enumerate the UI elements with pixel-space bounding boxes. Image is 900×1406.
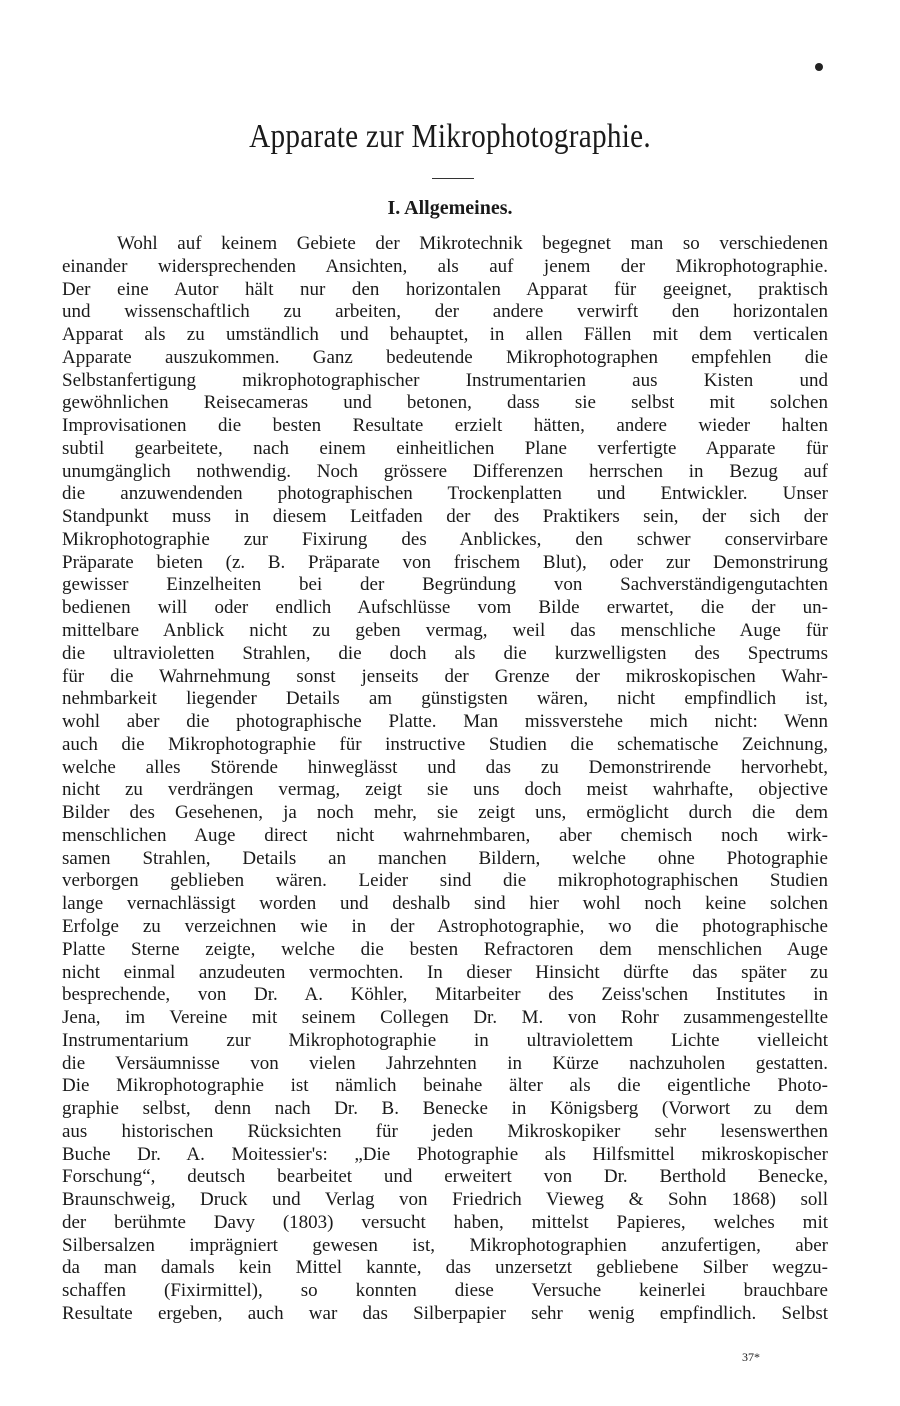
text-line: Wohl auf keinem Gebiete der Mikrotechnik begegnet man so verschiedenen — [117, 233, 828, 254]
text-line: samen Strahlen, Details an manchen Bildern, welche ohne Photographie — [62, 847, 828, 869]
text-line: mittelbare Anblick nicht zu geben vermag, weil das menschliche Auge für — [62, 620, 828, 642]
text-line: nehmbarkeit liegender Details am günstigsten wären, nicht empfindlich ist, — [62, 688, 828, 710]
text-line: Buche Dr. A. Moitessier's: „Die Photographie als Hilfsmittel mikroskopischer — [62, 1143, 828, 1165]
text-line: Instrumentarium zur Mikrophotographie in ultraviolettem Lichte vielleicht — [62, 1029, 828, 1051]
text-line: wohl aber die photographische Platte. Man missverstehe mich nicht: Wenn — [62, 711, 828, 733]
text-line: verborgen geblieben wären. Leider sind die mikrophotographischen Studien — [62, 870, 828, 892]
text-line: welche alles Störende hinweglässt und das zu Demonstrirende hervorhebt, — [62, 756, 828, 778]
signature-mark: 37* — [742, 1350, 760, 1364]
text-line: Der eine Autor hält nur den horizontalen Apparat für geeignet, praktisch — [62, 278, 828, 300]
text-line: die Versäumnisse von vielen Jahrzehnten in Kürze nachzuholen gestatten. — [62, 1052, 828, 1074]
ink-spot — [815, 63, 823, 71]
text-line: Standpunkt muss in diesem Leitfaden der des Praktikers sein, der sich der — [62, 506, 828, 528]
text-line: Apparate auszukommen. Ganz bedeutende Mikrophotographen empfehlen die — [62, 346, 828, 368]
text-line: einander widersprechenden Ansichten, als auf jenem der Mikrophotographie. — [62, 255, 828, 277]
text-line: nicht zu verdrängen vermag, zeigt sie uns doch meist wahrhafte, objective — [62, 779, 828, 801]
text-line: Platte Sterne zeigte, welche die besten Refractoren dem menschlichen Auge — [62, 938, 828, 960]
text-line: die anzuwendenden photographischen Trockenplatten und Entwickler. Unser — [62, 483, 828, 505]
text-line: der berühmte Davy (1803) versucht haben, mittelst Papieres, welches mit — [62, 1211, 828, 1233]
text-line: die ultravioletten Strahlen, die doch als die kurzwelligsten des Spectrums — [62, 642, 828, 664]
title-divider — [432, 178, 474, 179]
text-line: subtil gearbeitete, nach einem einheitlichen Plane verfertigte Apparate für — [62, 437, 828, 459]
text-line: Erfolge zu verzeichnen wie in der Astrophotographie, wo die photographische — [62, 915, 828, 937]
page-title: Apparate zur Mikrophotographie. — [249, 118, 651, 155]
text-line: Selbstanfertigung mikrophotographischer Instrumentarien aus Kisten und — [62, 369, 828, 391]
text-line: Improvisationen die besten Resultate erzielt hätten, andere wieder halten — [62, 415, 828, 437]
text-line: besprechende, von Dr. A. Köhler, Mitarbeiter des Zeiss'schen Institutes in — [62, 984, 828, 1006]
text-line: aus historischen Rücksichten für jeden Mikroskopiker sehr lesenswerthen — [62, 1120, 828, 1142]
text-line: Apparat als zu umständlich und behauptet, in allen Fällen mit dem verticalen — [62, 324, 828, 346]
text-line: gewöhnlichen Reisecameras und betonen, dass sie selbst mit solchen — [62, 392, 828, 414]
text-line: gewisser Einzelheiten bei der Begründung von Sachverständigengutachten — [62, 574, 828, 596]
text-line: lange vernachlässigt worden und deshalb sind hier wohl noch keine solchen — [62, 893, 828, 915]
text-line: graphie selbst, denn nach Dr. B. Benecke in Königsberg (Vorwort zu dem — [62, 1098, 828, 1120]
text-line: Bilder des Gesehenen, ja noch mehr, sie zeigt uns, ermöglicht durch die dem — [62, 802, 828, 824]
text-line: Die Mikrophotographie ist nämlich beinahe älter als die eigentliche Photo- — [62, 1075, 828, 1097]
section-heading: I. Allgemeines. — [387, 197, 513, 219]
text-line: bedienen will oder endlich Aufschlüsse vom Bilde erwartet, die der un- — [62, 597, 828, 619]
text-line: da man damals kein Mittel kannte, das unzersetzt gebliebene Silber wegzu- — [62, 1257, 828, 1279]
text-line: und wissenschaftlich zu arbeiten, der andere verwirft den horizontalen — [62, 301, 828, 323]
text-line: Silbersalzen imprägniert gewesen ist, Mikrophotographien anzufertigen, aber — [62, 1234, 828, 1256]
text-line: menschlichen Auge direct nicht wahrnehmbaren, aber chemisch noch wirk- — [62, 824, 828, 846]
text-line: auch die Mikrophotographie für instructive Studien die schematische Zeichnung, — [62, 733, 828, 755]
text-line: Forschung“, deutsch bearbeitet und erweitert von Dr. Berthold Benecke, — [62, 1166, 828, 1188]
text-line: Mikrophotographie zur Fixirung des Anblickes, den schwer conservirbare — [62, 528, 828, 550]
text-line: für die Wahrnehmung sonst jenseits der Grenze der mikroskopischen Wahr- — [62, 665, 828, 687]
text-line: Braunschweig, Druck und Verlag von Friedrich Vieweg & Sohn 1868) soll — [62, 1189, 828, 1211]
text-line: schaffen (Fixirmittel), so konnten diese Versuche keinerlei brauchbare — [62, 1280, 828, 1302]
body-text — [62, 233, 828, 1326]
text-line: Präparate bieten (z. B. Präparate von frischem Blut), oder zur Demonstrirung — [62, 551, 828, 573]
text-line: nicht einmal anzudeuten vermochten. In dieser Hinsicht dürfte das später zu — [62, 961, 828, 983]
text-line: unumgänglich nothwendig. Noch grössere Differenzen herrschen in Bezug auf — [62, 460, 828, 482]
text-line: Jena, im Vereine mit seinem Collegen Dr. M. von Rohr zusammengestellte — [62, 1007, 828, 1029]
text-line: Resultate ergeben, auch war das Silberpapier sehr wenig empfindlich. Selbst — [62, 1302, 828, 1324]
